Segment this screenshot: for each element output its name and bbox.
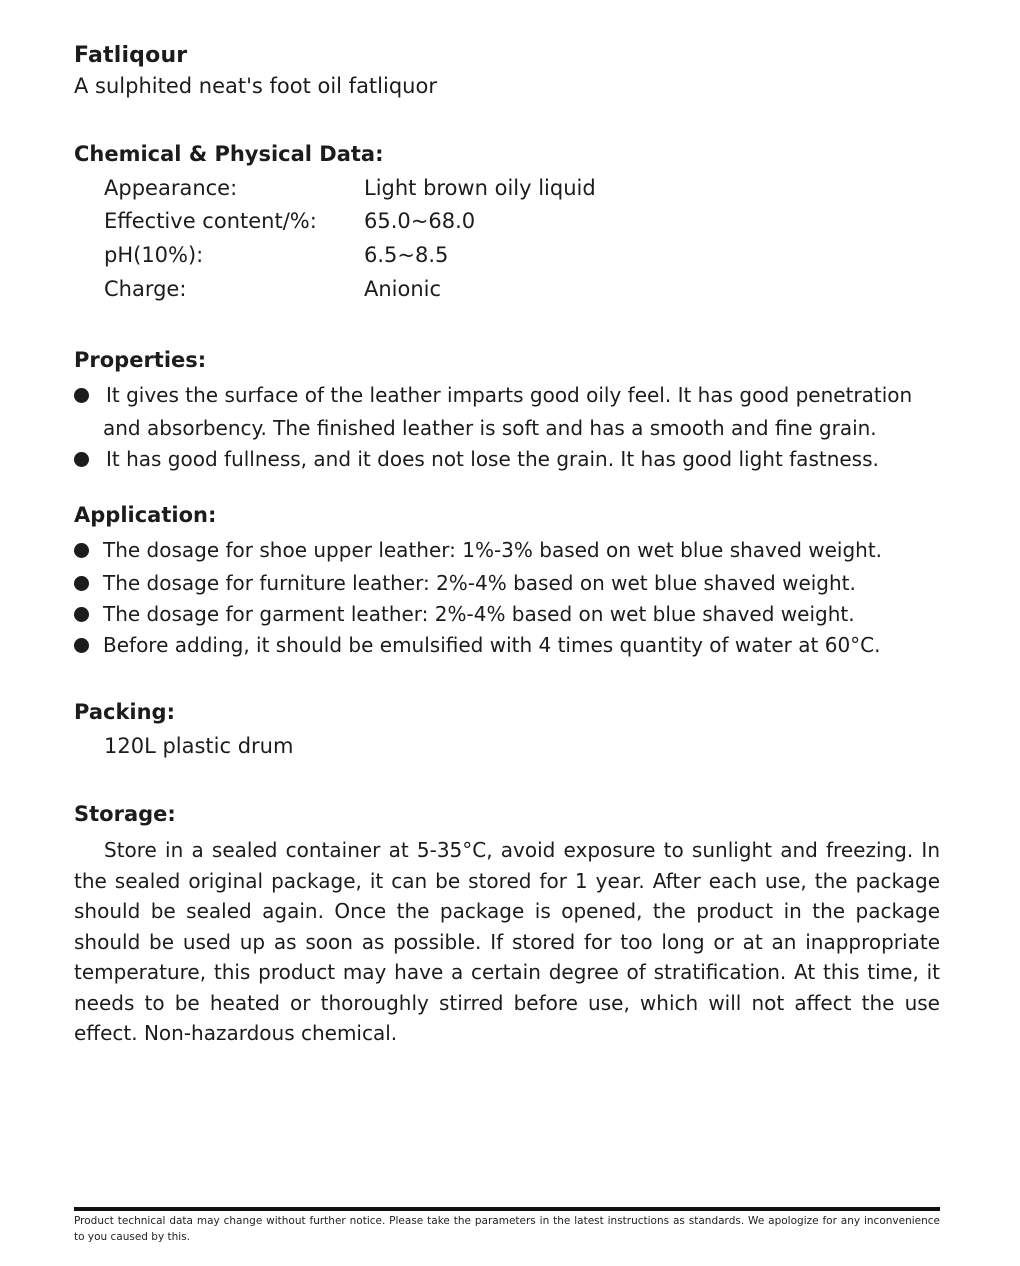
chem-key: Effective content/%: (104, 209, 317, 233)
properties-item-text: and absorbency. The finished leather is soft and has a smooth and fine grain. (103, 416, 877, 440)
page-subtitle: A sulphited neat's foot oil fatliquor (74, 74, 437, 98)
application-item-text: Before adding, it should be emulsified with 4 times quantity of water at 60°C. (103, 633, 881, 657)
bullet-icon (74, 576, 89, 591)
bullet-icon (74, 452, 89, 467)
application-item-text: The dosage for garment leather: 2%-4% based on wet blue shaved weight. (103, 602, 855, 626)
chem-value: Anionic (364, 277, 442, 301)
footer-note: Product technical data may change without further notice. Please take the parameters in the latest instructions as standards. We apologize for any inconvenience to you caused by this. (74, 1215, 940, 1243)
application-item-text: The dosage for shoe upper leather: 1%-3% based on wet blue shaved weight. (103, 538, 883, 562)
bullet-icon (74, 607, 89, 622)
chem-value: Light brown oily liquid (364, 176, 596, 200)
packing-heading: Packing: (74, 700, 175, 724)
bullet-icon (74, 638, 89, 653)
bullet-icon (74, 388, 89, 403)
bullet-icon (74, 543, 89, 558)
chem-value: 65.0~68.0 (364, 209, 476, 233)
application-item-text: The dosage for furniture leather: 2%-4% based on wet blue shaved weight. (103, 571, 856, 595)
chem-key: pH(10%): (104, 243, 204, 267)
properties-item-text: It gives the surface of the leather imparts good oily feel. It has good penetration (106, 383, 913, 407)
chem-value: 6.5~8.5 (364, 243, 449, 267)
properties-heading: Properties: (74, 348, 207, 372)
properties-item-text: It has good fullness, and it does not lose the grain. It has good light fastness. (106, 447, 879, 471)
packing-value: 120L plastic drum (104, 734, 294, 758)
page-title: Fatliqour (74, 43, 188, 68)
chem-heading: Chemical & Physical Data: (74, 142, 384, 166)
chem-key: Appearance: (104, 176, 238, 200)
storage-paragraph: Store in a sealed container at 5-35°C, avoid exposure to sunlight and freezing. In the sealed original package, it can be stored for 1 year. After each use, the package should be sealed again. Once the package is opened, the product in the package should be used up as soon as possible. If stored for too long or at an inappropriate temperature, this product may have a certain degree of stratification. At this time, it needs to be heated or thoroughly stirred before use, which will not affect the use effect. Non-hazardous chemical. (74, 838, 940, 1045)
footer-divider (74, 1207, 940, 1211)
application-heading: Application: (74, 503, 217, 527)
storage-heading: Storage: (74, 802, 176, 826)
chem-key: Charge: (104, 277, 187, 301)
